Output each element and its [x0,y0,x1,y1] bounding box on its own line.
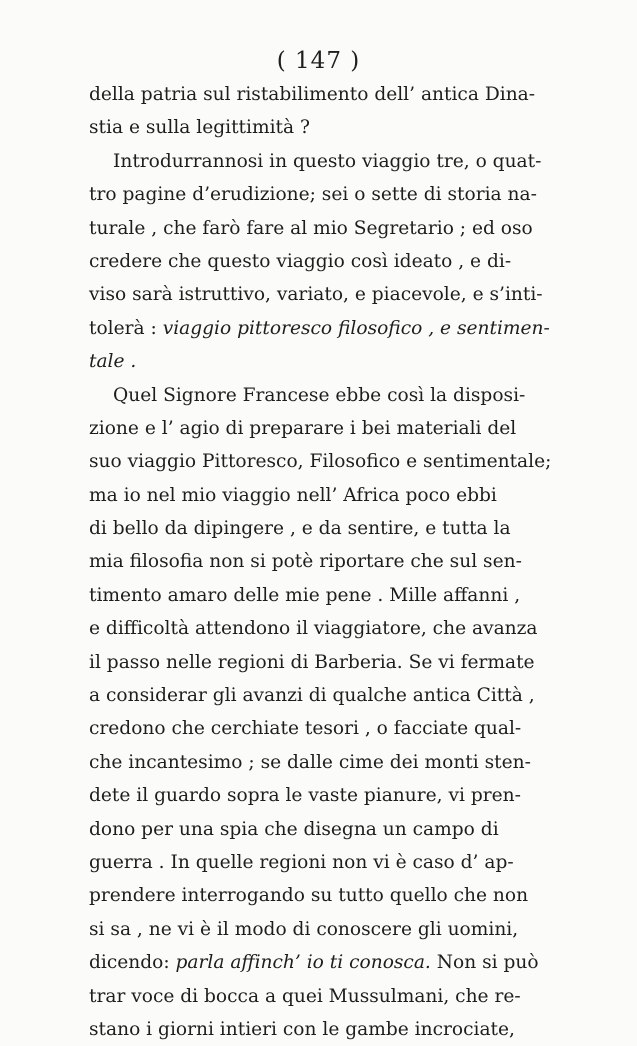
text-segment: e difficoltà attendono il viaggiatore, che avanza [89,618,538,640]
text-line [89,379,526,412]
body-text [89,78,552,1046]
text-line [89,78,536,111]
text-line [89,980,521,1013]
text-segment: Non si può [430,952,539,974]
text-segment: della patria sul ristabilimento dell’ antica Dina- [89,84,536,105]
text-line [89,479,497,512]
text-segment: trar voce di bocca a quei Mussulmani, che re- [89,985,521,1007]
text-segment: dicendo: [89,952,176,974]
text-line [89,111,485,144]
text-line [89,212,533,245]
text-segment: credere che questo viaggio così ideato , e di- [89,250,512,272]
text-line [89,712,522,745]
text-segment: mia filosofia non si potè riportare che sul sen- [89,551,522,573]
text-segment: Quel Signore Francese ebbe così la disposi- [113,384,526,406]
text-line [89,178,537,211]
text-segment: viso sarà istruttivo, variato, e piacevole, e s’inti- [89,284,543,306]
text-line [89,879,529,912]
text-segment: tolerà : [89,317,163,339]
text-line [89,846,514,879]
italic-text-segment: parla affinch’ io ti conosca. [175,952,431,974]
text-segment: timento amaro delle mie pene . Mille affanni , [89,584,521,606]
text-segment: ma io nel mio viaggio nell’ Africa poco ebbi [89,484,497,506]
text-line [89,612,538,645]
text-line [89,512,511,545]
text-segment: tro pagine d’erudizione; sei o sette di storia na- [89,184,537,206]
text-segment: prendere interrogando su tutto quello che non [89,885,529,907]
text-line [89,278,543,311]
text-line [89,746,531,779]
text-segment: stano i giorni intieri con le gambe incrociate, [89,1018,515,1040]
text-segment: guerra . In quelle regioni non vi è caso d’ ap- [89,851,514,873]
text-segment: turale , che farò fare al mio Segretario ; ed oso [89,217,533,239]
text-line [89,412,517,445]
text-segment: che incantesimo ; se dalle cime dei monti sten- [89,751,531,773]
text-line [89,679,535,712]
text-segment: dete il guardo sopra le vaste pianure, vi pren- [89,785,521,807]
text-line [89,245,512,278]
text-line [89,345,485,378]
text-segment: zione e l’ agio di preparare i bei materiali del [89,417,517,439]
text-line [89,1013,515,1046]
text-segment: suo viaggio Pittoresco, Filosofico e sentimentale; [89,451,552,473]
text-line [89,813,499,846]
italic-text-segment: viaggio pittoresco filosofico , e sentimen- [162,317,550,339]
text-segment: credono che cerchiate tesori , o facciate qual- [89,718,522,740]
text-line [89,145,542,178]
text-line [89,579,521,612]
text-line [89,913,519,946]
text-line [89,946,539,979]
text-line [89,445,552,478]
text-line [89,779,521,812]
page-number: ( 147 ) [276,48,361,74]
text-line [89,545,522,578]
text-segment: il passo nelle regioni di Barberia. Se vi fermate [89,651,535,673]
text-segment: a considerar gli avanzi di qualche antica Città , [89,685,535,707]
italic-text-segment: tale . [89,351,137,373]
text-line [89,312,550,345]
text-segment: si sa , ne vi è il modo di conoscere gli uomini, [89,918,519,940]
text-segment: stia e sulla legittimità ? [89,117,310,139]
text-segment: dono per una spia che disegna un campo di [89,818,499,840]
text-segment: di bello da dipingere , e da sentire, e tutta la [89,518,511,540]
text-line [89,646,535,679]
text-segment: Introdurrannosi in questo viaggio tre, o quat- [113,150,542,172]
